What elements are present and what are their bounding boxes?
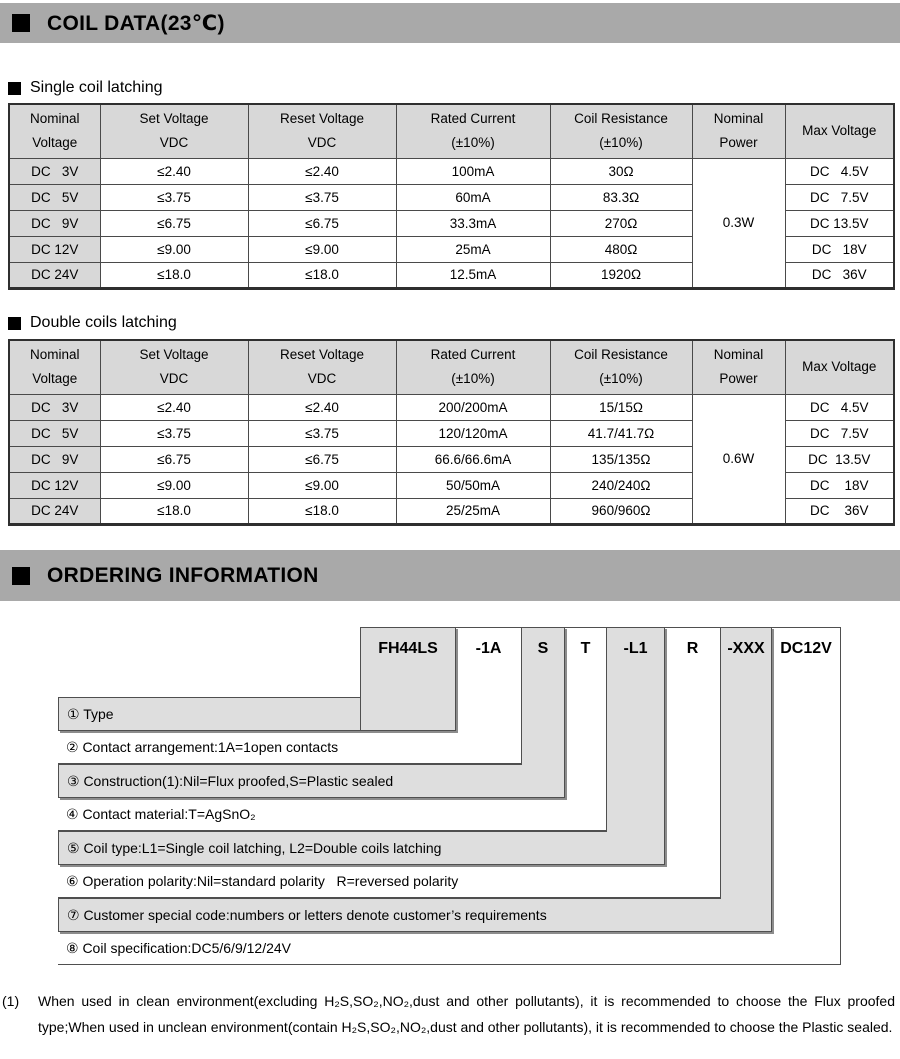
section-header-ordering-information: [0, 550, 900, 601]
subsection-label: Single coil latching: [30, 79, 163, 96]
coil-resistance-cell: 960/960Ω: [550, 498, 692, 524]
nominal-voltage-cell: DC 5V: [9, 420, 100, 446]
reset-voltage-cell: ≤18.0: [248, 262, 396, 288]
coil-resistance-cell: 135/135Ω: [550, 446, 692, 472]
col-header-set-voltage: Set Voltage VDC: [100, 104, 248, 158]
table-row: [9, 394, 894, 420]
code-box: [665, 627, 721, 898]
rated-current-cell: 33.3mA: [396, 210, 550, 236]
code-label: -1A: [475, 640, 502, 657]
set-voltage-cell: ≤9.00: [100, 472, 248, 498]
col-header-reset-voltage: Reset Voltage VDC: [248, 104, 396, 158]
col-header-max-voltage: Max Voltage: [785, 340, 894, 394]
table-header-row: [9, 340, 894, 394]
footnote: [2, 988, 895, 1040]
ordering-item-row: ① Type: [58, 697, 360, 731]
max-voltage-cell: DC 4.5V: [785, 394, 894, 420]
col-header-rated-current: Rated Current (±10%): [396, 340, 550, 394]
coil-resistance-cell: 15/15Ω: [550, 394, 692, 420]
section-square-icon: [12, 14, 30, 32]
nominal-voltage-cell: DC 9V: [9, 210, 100, 236]
col-header-set-voltage: Set Voltage VDC: [100, 340, 248, 394]
col-header-coil-resistance: Coil Resistance (±10%): [550, 340, 692, 394]
subsection-title-double-coils: [8, 313, 177, 333]
max-voltage-cell: DC 7.5V: [785, 184, 894, 210]
footnote-marker: (1): [2, 993, 20, 1009]
code-label: S: [537, 640, 549, 657]
section-title: COIL DATA(23℃): [47, 11, 225, 35]
max-voltage-cell: DC 7.5V: [785, 420, 894, 446]
max-voltage-cell: DC 13.5V: [785, 210, 894, 236]
set-voltage-cell: ≤3.75: [100, 184, 248, 210]
reset-voltage-cell: ≤2.40: [248, 158, 396, 184]
single-coil-latching-table: [8, 103, 895, 290]
nominal-voltage-cell: DC 3V: [9, 394, 100, 420]
reset-voltage-cell: ≤9.00: [248, 236, 396, 262]
col-header-nominal-power: Nominal Power: [692, 104, 785, 158]
code-label: T: [580, 640, 591, 657]
section-header-coil-data: [0, 3, 900, 43]
ordering-item-row: ⑥ Operation polarity:Nil=standard polarity R=reversed polarity: [58, 865, 665, 899]
set-voltage-cell: ≤9.00: [100, 236, 248, 262]
coil-resistance-cell: 240/240Ω: [550, 472, 692, 498]
nominal-voltage-cell: DC 12V: [9, 472, 100, 498]
coil-resistance-cell: 480Ω: [550, 236, 692, 262]
max-voltage-cell: DC 18V: [785, 236, 894, 262]
max-voltage-cell: DC 13.5V: [785, 446, 894, 472]
reset-voltage-cell: ≤3.75: [248, 184, 396, 210]
code-label: -L1: [623, 640, 648, 657]
rated-current-cell: 25mA: [396, 236, 550, 262]
code-box: [522, 627, 565, 798]
ordering-item-row: ⑦ Customer special code:numbers or letters denote customer’s requirements: [58, 898, 721, 932]
ordering-item-row: ③ Construction(1):Nil=Flux proofed,S=Plastic sealed: [58, 764, 522, 798]
rated-current-cell: 60mA: [396, 184, 550, 210]
code-box: [607, 627, 665, 865]
col-header-rated-current: Rated Current (±10%): [396, 104, 550, 158]
col-header-nominal-voltage: Nominal Voltage: [9, 104, 100, 158]
ordering-item-row: ⑧ Coil specification:DC5/6/9/12/24V: [58, 932, 772, 966]
coil-resistance-cell: 30Ω: [550, 158, 692, 184]
set-voltage-cell: ≤2.40: [100, 158, 248, 184]
col-header-max-voltage: Max Voltage: [785, 104, 894, 158]
code-box: [456, 627, 522, 764]
reset-voltage-cell: ≤18.0: [248, 498, 396, 524]
nominal-voltage-cell: DC 9V: [9, 446, 100, 472]
col-header-nominal-power: Nominal Power: [692, 340, 785, 394]
col-header-nominal-voltage: Nominal Voltage: [9, 340, 100, 394]
set-voltage-cell: ≤2.40: [100, 394, 248, 420]
col-header-reset-voltage: Reset Voltage VDC: [248, 340, 396, 394]
reset-voltage-cell: ≤2.40: [248, 394, 396, 420]
rated-current-cell: 66.6/66.6mA: [396, 446, 550, 472]
max-voltage-cell: DC 4.5V: [785, 158, 894, 184]
ordering-item-row: ⑤ Coil type:L1=Single coil latching, L2=Double coils latching: [58, 831, 607, 865]
nominal-power-cell: 0.6W: [692, 394, 785, 524]
coil-resistance-cell: 83.3Ω: [550, 184, 692, 210]
ordering-item-row: ② Contact arrangement:1A=1open contacts: [58, 731, 456, 765]
code-label: DC12V: [780, 640, 832, 657]
reset-voltage-cell: ≤6.75: [248, 446, 396, 472]
coil-resistance-cell: 1920Ω: [550, 262, 692, 288]
code-label: R: [686, 640, 699, 657]
rated-current-cell: 120/120mA: [396, 420, 550, 446]
ordering-item-row: ④ Contact material:T=AgSnO₂: [58, 798, 565, 832]
nominal-voltage-cell: DC 3V: [9, 158, 100, 184]
nominal-voltage-cell: DC 24V: [9, 498, 100, 524]
code-label: FH44LS: [378, 640, 438, 657]
footnote-text: When used in clean environment(excluding H₂S,SO₂,NO₂,dust and other pollutants), it is recommended to choose the Flux proofed type;When used in unclean environment(contain H₂S,SO₂,NO₂,dust and other pollutants), it is recommended to choose the Plastic sealed.: [38, 993, 895, 1035]
section-title: ORDERING INFORMATION: [47, 563, 319, 587]
set-voltage-cell: ≤18.0: [100, 498, 248, 524]
section-square-icon: [12, 567, 30, 585]
double-coils-latching-table: [8, 339, 895, 526]
nominal-voltage-cell: DC 12V: [9, 236, 100, 262]
reset-voltage-cell: ≤3.75: [248, 420, 396, 446]
bullet-square-icon: [8, 82, 21, 95]
max-voltage-cell: DC 36V: [785, 262, 894, 288]
set-voltage-cell: ≤3.75: [100, 420, 248, 446]
code-box: [772, 627, 841, 965]
reset-voltage-cell: ≤9.00: [248, 472, 396, 498]
nominal-power-cell: 0.3W: [692, 158, 785, 288]
set-voltage-cell: ≤18.0: [100, 262, 248, 288]
coil-resistance-cell: 41.7/41.7Ω: [550, 420, 692, 446]
bullet-square-icon: [8, 317, 21, 330]
max-voltage-cell: DC 18V: [785, 472, 894, 498]
table-header-row: [9, 104, 894, 158]
subsection-title-single-coil: [8, 78, 163, 98]
set-voltage-cell: ≤6.75: [100, 210, 248, 236]
code-box: [565, 627, 607, 831]
code-box: [360, 627, 456, 731]
rated-current-cell: 12.5mA: [396, 262, 550, 288]
set-voltage-cell: ≤6.75: [100, 446, 248, 472]
rated-current-cell: 200/200mA: [396, 394, 550, 420]
subsection-label: Double coils latching: [30, 314, 177, 331]
code-label: -XXX: [727, 640, 765, 657]
code-box: [721, 627, 772, 932]
reset-voltage-cell: ≤6.75: [248, 210, 396, 236]
rated-current-cell: 25/25mA: [396, 498, 550, 524]
nominal-voltage-cell: DC 5V: [9, 184, 100, 210]
coil-resistance-cell: 270Ω: [550, 210, 692, 236]
nominal-voltage-cell: DC 24V: [9, 262, 100, 288]
table-row: [9, 158, 894, 184]
col-header-coil-resistance: Coil Resistance (±10%): [550, 104, 692, 158]
rated-current-cell: 50/50mA: [396, 472, 550, 498]
max-voltage-cell: DC 36V: [785, 498, 894, 524]
rated-current-cell: 100mA: [396, 158, 550, 184]
